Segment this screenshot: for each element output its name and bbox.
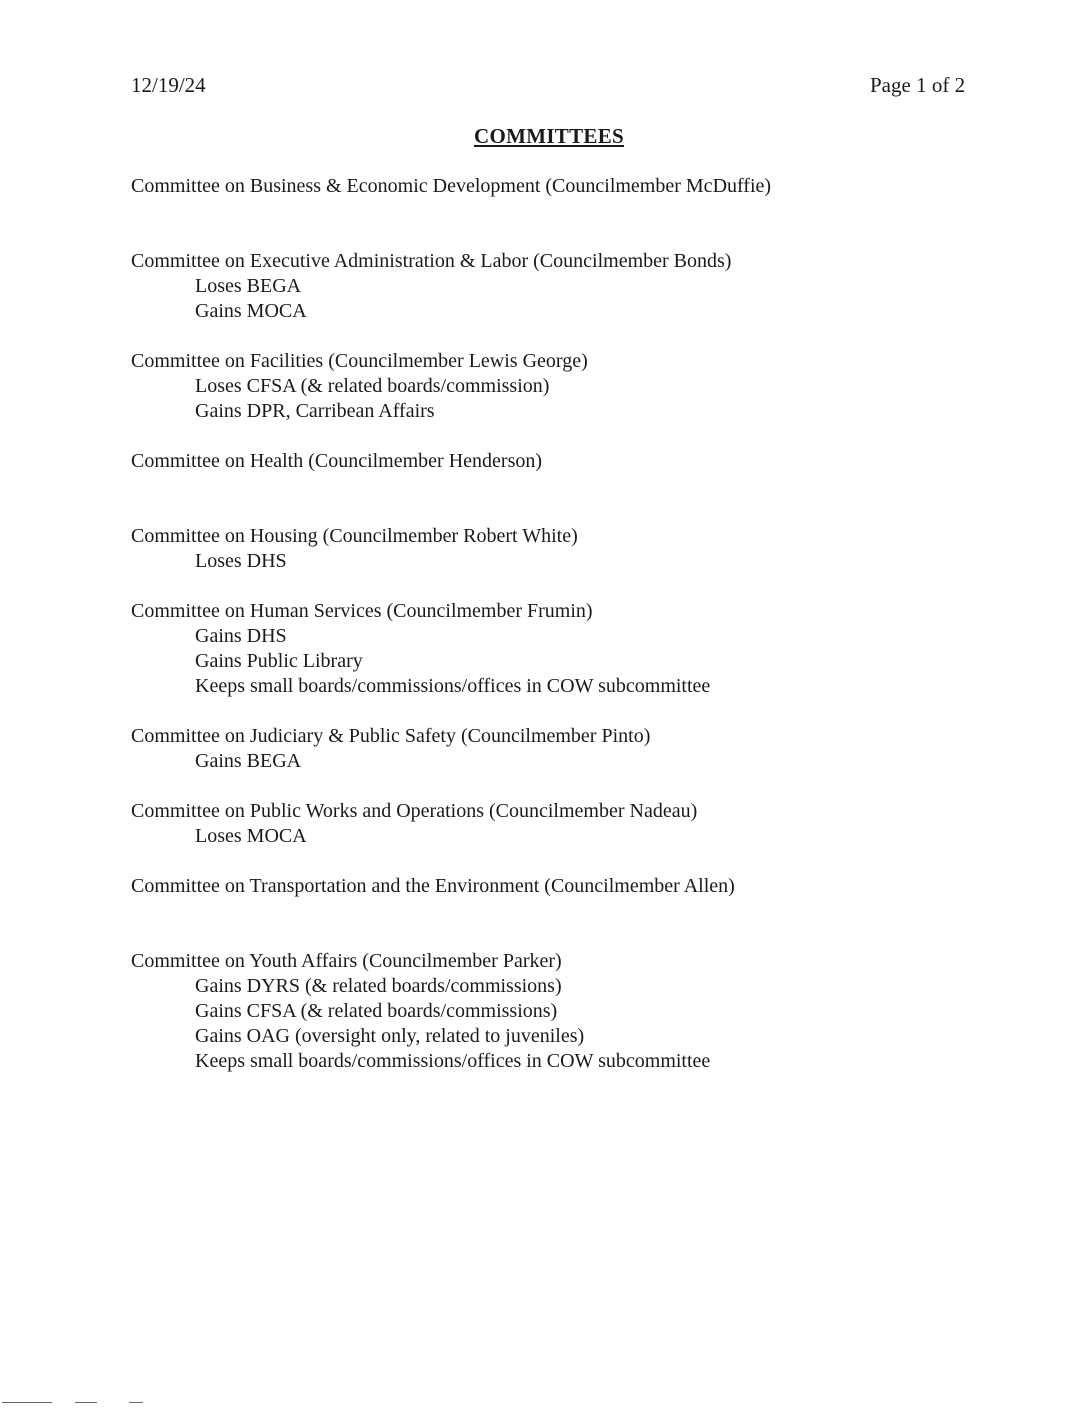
committee-changes [131, 274, 1031, 324]
committee-list [131, 174, 1031, 1074]
committee-item [131, 949, 1031, 1074]
committee-item [131, 524, 1031, 574]
committee-item [131, 449, 1031, 474]
committee-changes [131, 374, 1031, 424]
committee-name: Committee on Public Works and Operations (Councilmember Nadeau) [131, 800, 698, 822]
committee-item [131, 724, 1031, 774]
committee-change: Gains DYRS (& related boards/commissions) [195, 975, 562, 997]
committee-change: Gains BEGA [195, 750, 302, 772]
committee-item [131, 599, 1031, 699]
committee-change: Gains OAG (oversight only, related to juveniles) [195, 1025, 585, 1047]
committee-name: Committee on Transportation and the Environment (Councilmember Allen) [131, 875, 735, 897]
committee-changes [131, 624, 1031, 699]
page-number: Page 1 of 2 [870, 73, 966, 97]
committee-change: Keeps small boards/commissions/offices in COW subcommittee [195, 675, 711, 697]
committee-change: Gains Public Library [195, 650, 363, 672]
committee-change: Gains DHS [195, 625, 287, 647]
committee-change: Keeps small boards/commissions/offices in COW subcommittee [195, 1050, 711, 1072]
committee-changes [131, 824, 1031, 849]
committee-name: Committee on Health (Councilmember Henderson) [131, 450, 543, 472]
committee-changes [131, 549, 1031, 574]
committee-change: Gains MOCA [195, 300, 307, 322]
committee-name: Committee on Business & Economic Development (Councilmember McDuffie) [131, 175, 772, 197]
committee-changes [131, 974, 1031, 1074]
committee-name: Committee on Judiciary & Public Safety (Councilmember Pinto) [131, 725, 651, 747]
committee-change: Loses BEGA [195, 275, 302, 297]
committee-item [131, 799, 1031, 849]
committee-item [131, 349, 1031, 424]
committee-change: Loses DHS [195, 550, 287, 572]
committee-change: Loses MOCA [195, 825, 307, 847]
committee-item [131, 249, 1031, 324]
committee-name: Committee on Facilities (Councilmember Lewis George) [131, 350, 588, 372]
committee-change: Gains DPR, Carribean Affairs [195, 400, 435, 422]
committee-name: Committee on Youth Affairs (Councilmember Parker) [131, 950, 562, 972]
committee-name: Committee on Human Services (Councilmember Frumin) [131, 600, 593, 622]
committee-item [131, 874, 1031, 899]
document-title: COMMITTEES [473, 124, 625, 148]
document-date: 12/19/24 [131, 73, 206, 97]
committee-change: Loses CFSA (& related boards/commission) [195, 375, 550, 397]
committee-item [131, 174, 1031, 199]
scan-artifact [0, 1402, 160, 1404]
committee-changes [131, 749, 1031, 774]
committee-change: Gains CFSA (& related boards/commissions) [195, 1000, 558, 1022]
committee-name: Committee on Housing (Councilmember Robert White) [131, 525, 578, 547]
committee-name: Committee on Executive Administration & Labor (Councilmember Bonds) [131, 250, 732, 272]
